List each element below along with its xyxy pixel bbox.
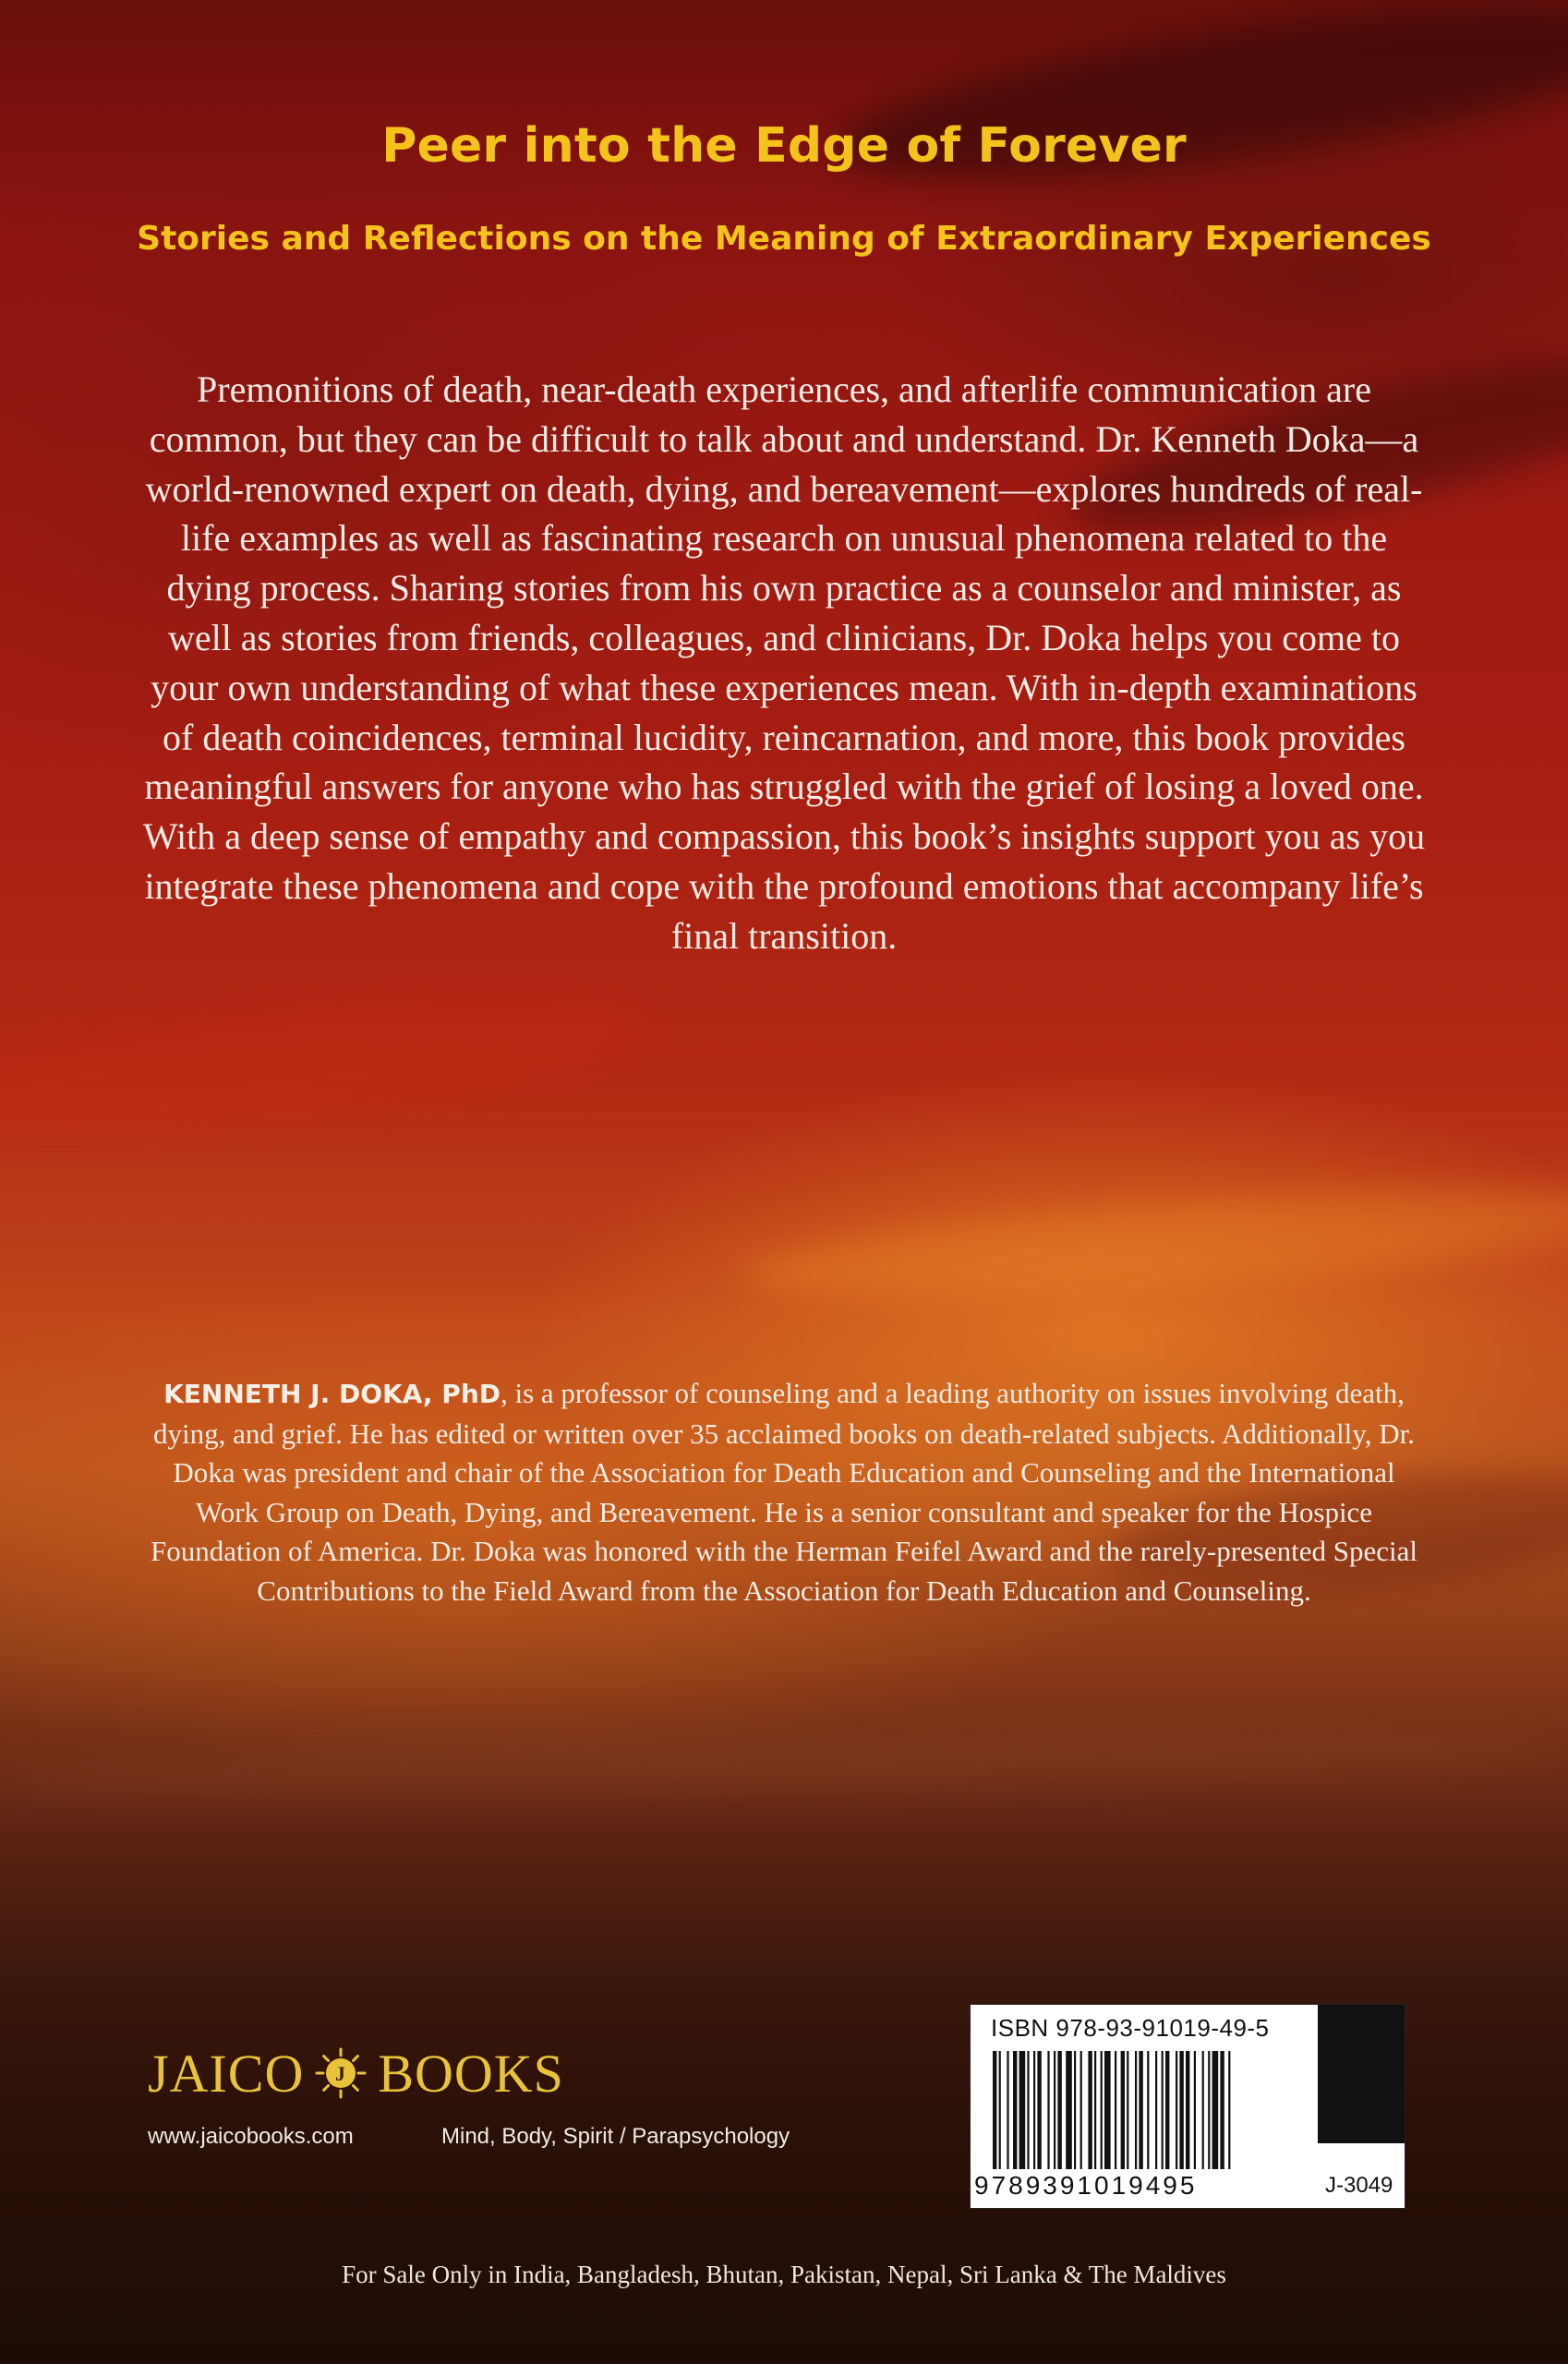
barcode-bar [1088, 2051, 1092, 2169]
background-brush-streak [826, 0, 1568, 214]
cover-title: Peer into the Edge of Forever [381, 118, 1187, 174]
barcode-bar [1179, 2051, 1183, 2169]
barcode-bar [999, 2051, 1001, 2169]
barcode-bar [1147, 2051, 1149, 2169]
barcode-bar [1047, 2051, 1049, 2169]
barcode-bar [1139, 2051, 1142, 2169]
publisher-name-left: JAICO [148, 2043, 305, 2104]
author-bio [139, 1374, 1429, 1610]
barcode-bar [1228, 2051, 1230, 2169]
barcode-bar [993, 2051, 996, 2169]
background-brush-streak [737, 1168, 1568, 1316]
book-blurb: Premonitions of death, near-death experiences, and afterlife communication are common, but they can be difficult to talk about and understand. Dr. Kenneth Doka—a world-renowned expert on death, dying, and bereavement—explores hundreds of real-life examples as well as fascinating research on unusual phenomena related to the dying process. Sharing stories from his own practice as a counselor and minister, as well as stories from friends, colleagues, and clinicians, Dr. Doka helps you come to your own understanding of what these experiences mean. With in-depth examinations of death coincidences, terminal lucidity, reincarnation, and more, this book provides meaningful answers for anyone who has struggled with the grief of losing a loved one. With a deep sense of empathy and compassion, this book’s insights support you as you integrate these phenomena and cope with the profound emotions that accompany life’s final transition. [142, 368, 1426, 957]
barcode-bar [1066, 2051, 1072, 2169]
barcode-bar [1057, 2051, 1061, 2169]
barcode-bar [1080, 2051, 1082, 2169]
barcode-bar [1013, 2051, 1017, 2169]
author-name: KENNETH J. DOKA, PhD [163, 1379, 501, 1409]
publisher-logo [148, 2044, 564, 2103]
barcode-bar [1208, 2051, 1210, 2169]
price-code: J-3049 [1325, 2173, 1393, 2198]
barcode-bar [1027, 2051, 1029, 2169]
sun-emblem-icon [315, 2047, 367, 2099]
barcode-bar [1054, 2051, 1055, 2169]
barcode-bar [1135, 2051, 1137, 2169]
barcode-number: 9789391019495 [974, 2171, 1198, 2200]
barcode-bar [1101, 2051, 1103, 2169]
barcode-bar [1165, 2051, 1169, 2169]
barcode-bar [1212, 2051, 1219, 2169]
barcode-bar [1074, 2051, 1076, 2169]
barcode-bar [1162, 2051, 1164, 2169]
publisher-name-right: BOOKS [378, 2043, 564, 2104]
barcode-bar [1127, 2051, 1128, 2169]
cover-subtitle: Stories and Reflections on the Meaning of Extraordinary Experiences [137, 220, 1431, 258]
isbn-barcode [970, 2004, 1405, 2209]
barcode-bar [1033, 2051, 1035, 2169]
book-category: Mind, Body, Spirit / Parapsychology [441, 2124, 790, 2149]
barcode-bar [1155, 2051, 1157, 2169]
barcode-bar [1007, 2051, 1008, 2169]
barcode-bar [1121, 2051, 1125, 2169]
barcode-bar [1186, 2051, 1189, 2169]
isbn-label: ISBN 978-93-91019-49-5 [991, 2014, 1270, 2042]
emblem-letter: J [335, 2062, 347, 2085]
barcode-bar [1019, 2051, 1026, 2169]
barcode-bar [1094, 2051, 1096, 2169]
barcode-bar [1104, 2051, 1111, 2169]
barcode-bar [1037, 2051, 1041, 2169]
barcode-side-band [1318, 2005, 1405, 2143]
background-brush-streak [0, 977, 650, 1155]
sale-territory-note: For Sale Only in India, Bangladesh, Bhutan, Pakistan, Nepal, Sri Lanka & The Maldives [342, 2261, 1226, 2288]
background-horizon-streak [0, 1722, 1568, 1805]
barcode-bars [991, 2051, 1305, 2169]
author-bio-text: , is a professor of counseling and a leading authority on issues involving death, dying, and grief. He has edited or written over 35 acclaimed books on death-related subjects. Additionally, Dr. Doka was president and chair of the Association for Death Education and Counseling and the International Work Group on Death, Dying, and Bereavement. He is a senior consultant and speaker for the Hospice Foundation of America. Dr. Doka was honored with the Herman Feifel Award and the rarely-presented Special Contributions to the Field Award from the Association for Death Education and Counseling. [151, 1377, 1417, 1607]
publisher-website: www.jaicobooks.com [148, 2124, 354, 2149]
barcode-bar [1194, 2051, 1196, 2169]
barcode-bar [1202, 2051, 1204, 2169]
barcode-bar [1115, 2051, 1116, 2169]
barcode-bar [1220, 2051, 1224, 2169]
barcode-bar [1176, 2051, 1177, 2169]
